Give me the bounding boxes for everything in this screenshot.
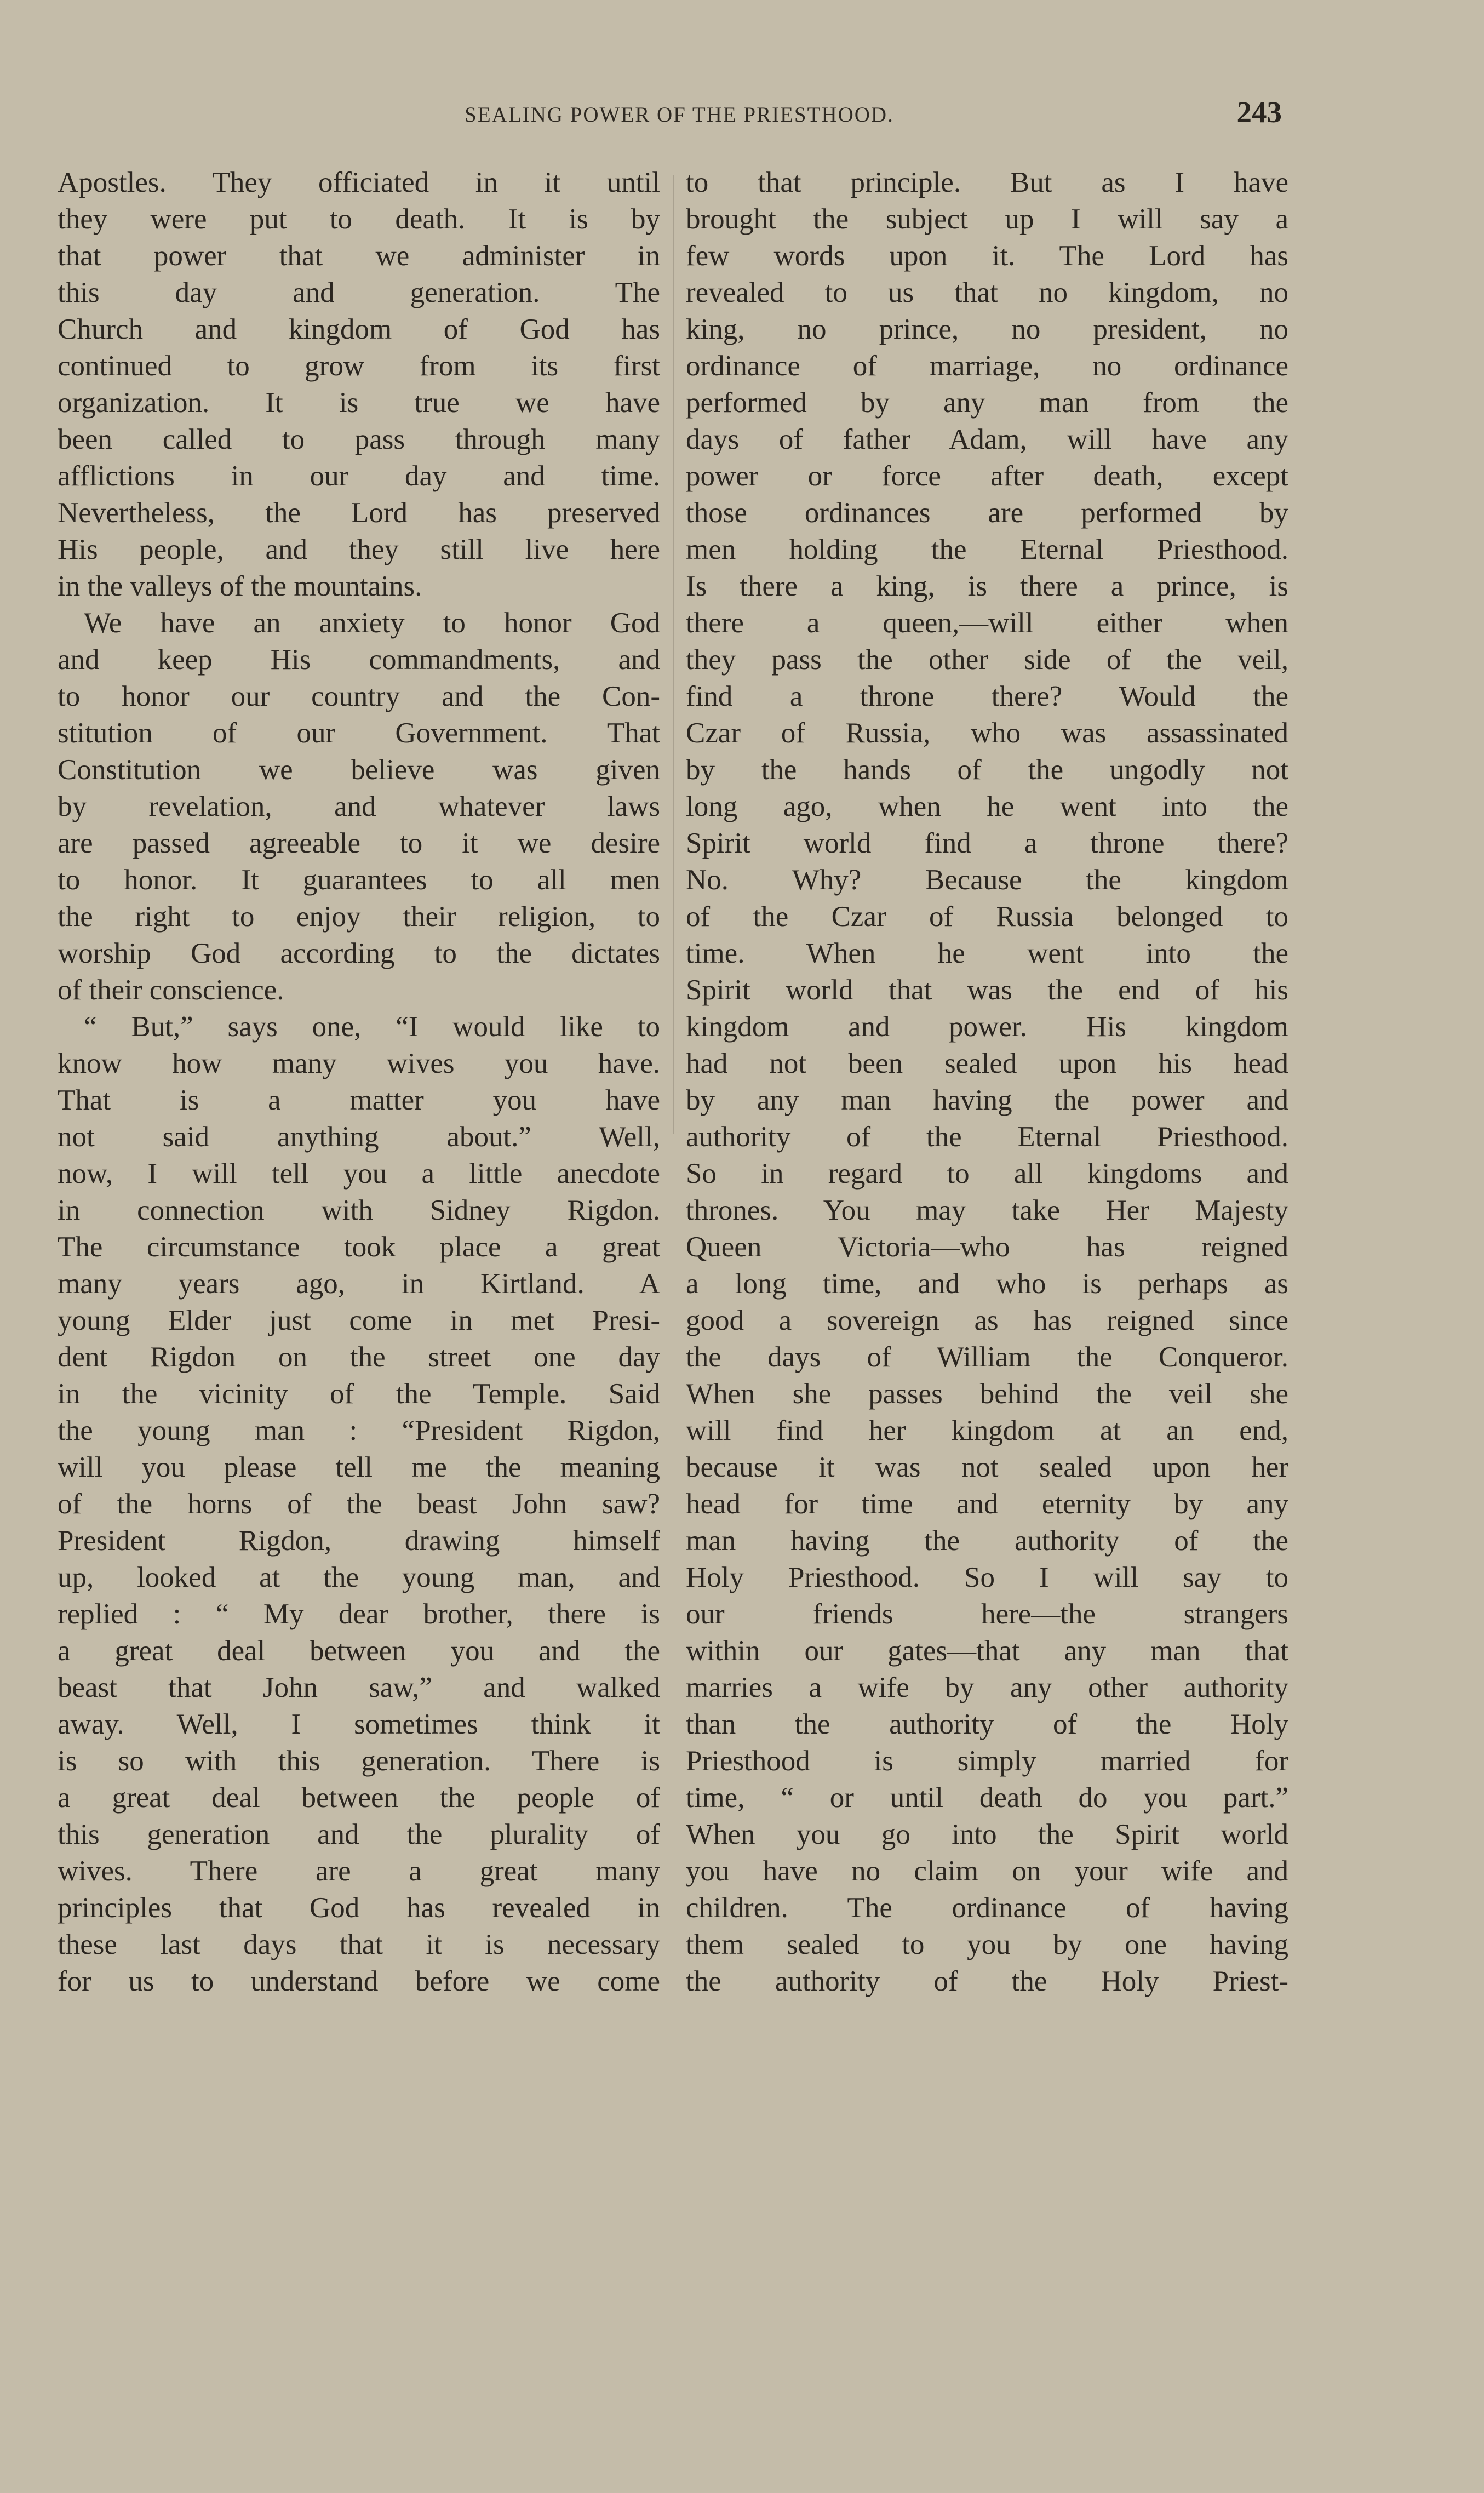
text-line: power or force after death, except — [686, 460, 1288, 492]
text-line: had not been sealed upon his head — [686, 1048, 1288, 1079]
left-text-column — [58, 164, 660, 2000]
text-line: to that principle. But as I have — [686, 167, 1288, 198]
text-line: revealed to us that no kingdom, no — [686, 277, 1288, 308]
text-line: head for time and eternity by any — [686, 1488, 1288, 1520]
text-line: children. The ordinance of having — [686, 1892, 1288, 1924]
text-line: than the authority of the Holy — [686, 1708, 1288, 1740]
text-line: our friends here—the strangers — [686, 1598, 1288, 1630]
text-line: to honor our country and the Con- — [58, 681, 660, 712]
text-line: time, “ or until death do you part.” — [686, 1782, 1288, 1814]
text-line: there a queen,—will either when — [686, 607, 1288, 639]
text-line: men holding the Eternal Priesthood. — [686, 534, 1288, 565]
running-head — [0, 96, 1484, 134]
text-line: is so with this generation. There is — [58, 1745, 660, 1777]
text-line: marries a wife by any other authority — [686, 1672, 1288, 1703]
text-line: authority of the Eternal Priesthood. — [686, 1121, 1288, 1153]
text-line: No. Why? Because the kingdom — [686, 864, 1288, 896]
text-line: man having the authority of the — [686, 1525, 1288, 1557]
text-line: Spirit world find a throne there? — [686, 827, 1288, 859]
text-line: Constitution we believe was given — [58, 754, 660, 786]
text-line: of the horns of the beast John saw? — [58, 1488, 660, 1520]
text-line: organization. It is true we have — [58, 387, 660, 419]
text-line: king, no prince, no president, no — [686, 313, 1288, 345]
text-line: worship God according to the dictates — [58, 937, 660, 969]
text-line: that power that we administer in — [58, 240, 660, 272]
text-line: principles that God has revealed in — [58, 1892, 660, 1924]
text-line: by the hands of the ungodly not — [686, 754, 1288, 786]
text-line: Czar of Russia, who was assassinated — [686, 717, 1288, 749]
text-line: this day and generation. The — [58, 277, 660, 308]
right-text-column — [686, 164, 1288, 2000]
text-line: are passed agreeable to it we desire — [58, 827, 660, 859]
text-line: the authority of the Holy Priest- — [686, 1965, 1288, 1997]
text-line: by any man having the power and — [686, 1084, 1288, 1116]
text-line: So in regard to all kingdoms and — [686, 1158, 1288, 1190]
text-line: these last days that it is necessary — [58, 1929, 660, 1960]
text-line: away. Well, I sometimes think it — [58, 1708, 660, 1740]
text-line: replied : “ My dear brother, there is — [58, 1598, 660, 1630]
text-line: His people, and they still live here — [58, 534, 660, 565]
text-line: they pass the other side of the veil, — [686, 644, 1288, 676]
text-line: to honor. It guarantees to all men — [58, 864, 660, 896]
text-line: Spirit world that was the end of his — [686, 974, 1288, 1006]
text-line: wives. There are a great many — [58, 1855, 660, 1887]
text-line: of the Czar of Russia belonged to — [686, 901, 1288, 933]
text-line: a great deal between you and the — [58, 1635, 660, 1667]
text-line: in connection with Sidney Rigdon. — [58, 1194, 660, 1226]
text-line: the young man : “President Rigdon, — [58, 1415, 660, 1446]
page-number: 243 — [1236, 95, 1282, 129]
text-line: Priesthood is simply married for — [686, 1745, 1288, 1777]
text-line: thrones. You may take Her Majesty — [686, 1194, 1288, 1226]
text-line: Apostles. They officiated in it until — [58, 167, 660, 198]
text-line: in the valleys of the mountains. — [58, 570, 422, 602]
text-line: We have an anxiety to honor God — [84, 607, 660, 639]
text-line: young Elder just come in met Presi- — [58, 1305, 660, 1336]
text-line: for us to understand before we come — [58, 1965, 660, 1997]
text-line: will find her kingdom at an end, — [686, 1415, 1288, 1446]
text-line: them sealed to you by one having — [686, 1929, 1288, 1960]
text-line: stitution of our Government. That — [58, 717, 660, 749]
text-line: a long time, and who is perhaps as — [686, 1268, 1288, 1300]
text-line: they were put to death. It is by — [58, 203, 660, 235]
text-line: ordinance of marriage, no ordinance — [686, 350, 1288, 382]
text-line: and keep His commandments, and — [58, 644, 660, 676]
text-line: days of father Adam, will have any — [686, 424, 1288, 455]
text-line: performed by any man from the — [686, 387, 1288, 419]
text-line: Nevertheless, the Lord has preserved — [58, 497, 660, 529]
text-line: many years ago, in Kirtland. A — [58, 1268, 660, 1300]
text-line: long ago, when he went into the — [686, 791, 1288, 822]
text-line: this generation and the plurality of — [58, 1819, 660, 1850]
column-divider — [673, 175, 674, 1134]
text-line: “ But,” says one, “I would like to — [84, 1011, 660, 1043]
text-line: now, I will tell you a little anecdote — [58, 1158, 660, 1190]
text-line: will you please tell me the meaning — [58, 1451, 660, 1483]
text-line: the days of William the Conqueror. — [686, 1341, 1288, 1373]
text-line: afflictions in our day and time. — [58, 460, 660, 492]
text-line: been called to pass through many — [58, 424, 660, 455]
text-line: time. When he went into the — [686, 937, 1288, 969]
text-line: Holy Priesthood. So I will say to — [686, 1562, 1288, 1593]
text-line: dent Rigdon on the street one day — [58, 1341, 660, 1373]
text-line: When she passes behind the veil she — [686, 1378, 1288, 1410]
text-line: The circumstance took place a great — [58, 1231, 660, 1263]
text-line: When you go into the Spirit world — [686, 1819, 1288, 1850]
text-line: of their conscience. — [58, 974, 284, 1006]
text-line: Is there a king, is there a prince, is — [686, 570, 1288, 602]
text-line: by revelation, and whatever laws — [58, 791, 660, 822]
text-line: not said anything about.” Well, — [58, 1121, 660, 1153]
text-line: few words upon it. The Lord has — [686, 240, 1288, 272]
text-line: in the vicinity of the Temple. Said — [58, 1378, 660, 1410]
text-line: continued to grow from its first — [58, 350, 660, 382]
text-line: Queen Victoria—who has reigned — [686, 1231, 1288, 1263]
text-line: because it was not sealed upon her — [686, 1451, 1288, 1483]
text-line: up, looked at the young man, and — [58, 1562, 660, 1593]
text-line: President Rigdon, drawing himself — [58, 1525, 660, 1557]
text-line: within our gates—that any man that — [686, 1635, 1288, 1667]
text-line: find a throne there? Would the — [686, 681, 1288, 712]
running-title: SEALING POWER OF THE PRIESTHOOD. — [465, 103, 894, 127]
text-line: good a sovereign as has reigned since — [686, 1305, 1288, 1336]
text-line: know how many wives you have. — [58, 1048, 660, 1079]
text-line: a great deal between the people of — [58, 1782, 660, 1814]
text-line: the right to enjoy their religion, to — [58, 901, 660, 933]
text-line: Church and kingdom of God has — [58, 313, 660, 345]
text-line: That is a matter you have — [58, 1084, 660, 1116]
text-line: kingdom and power. His kingdom — [686, 1011, 1288, 1043]
text-line: brought the subject up I will say a — [686, 203, 1288, 235]
text-line: those ordinances are performed by — [686, 497, 1288, 529]
text-line: you have no claim on your wife and — [686, 1855, 1288, 1887]
text-line: beast that John saw,” and walked — [58, 1672, 660, 1703]
